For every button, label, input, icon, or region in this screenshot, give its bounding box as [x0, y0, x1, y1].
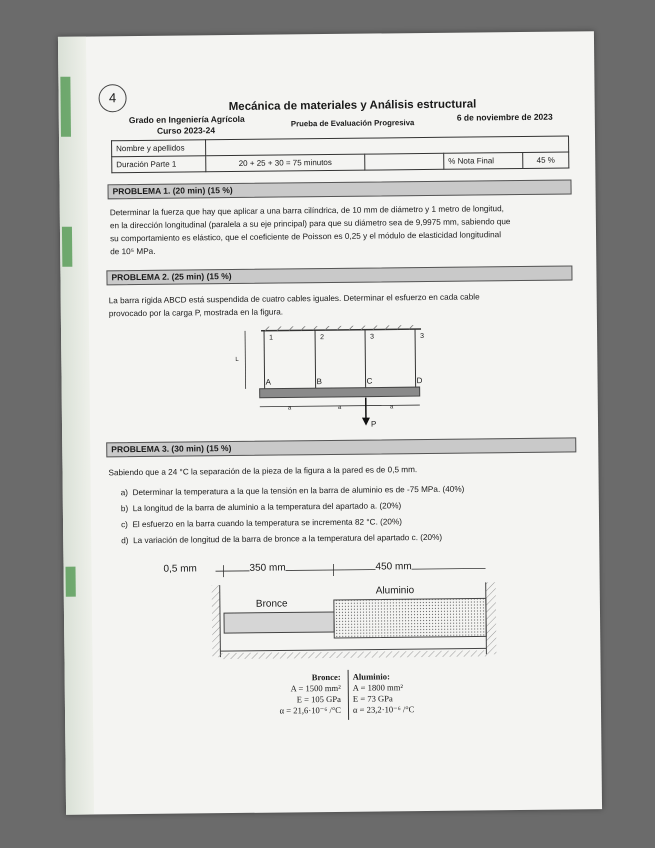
- bronze-aluminum-figure: [163, 552, 504, 666]
- item-letter: c): [121, 520, 128, 530]
- highlighter-mark: [60, 77, 71, 137]
- bronze-alpha: α = 21,6·10⁻⁶ /°C: [279, 704, 342, 716]
- highlighter-mark: [62, 227, 72, 267]
- spacing-label: a: [337, 404, 342, 411]
- aluminum-length-label: 450 mm: [375, 561, 412, 573]
- point-label: D: [416, 376, 423, 386]
- aluminum-modulus: E = 73 GPa: [352, 693, 393, 704]
- exam-sheet: [58, 31, 602, 815]
- bronze-length-label: 350 mm: [249, 562, 286, 574]
- aluminum-alpha: α = 23,2·10⁻⁶ /°C: [352, 704, 415, 715]
- cable-label: 3: [370, 333, 375, 341]
- load-label: P: [370, 419, 377, 429]
- point-label: B: [316, 377, 322, 387]
- bars-diagram: [163, 552, 504, 666]
- highlighter-mark: [65, 567, 75, 597]
- item-text: Determinar la temperatura a la que la tensión en la barra de aluminio es de -75 MPa. (40%): [132, 484, 465, 498]
- grade-value: 45 %: [523, 152, 569, 168]
- item-text: La longitud de la barra de aluminio a la temperatura del apartado a. (20%): [132, 501, 402, 514]
- date-label: 6 de noviembre de 2023: [456, 111, 553, 123]
- problem2-line: La barra rígida ABCD está suspendida de cuatro cables iguales. Determinar el esfuerzo en cada cable: [108, 292, 480, 306]
- cable-label: 2: [320, 334, 325, 342]
- rigid-bar-diagram: [231, 325, 432, 437]
- item-text: El esfuerzo en la barra cuando la temperatura se incrementa 82 °C. (20%): [132, 517, 402, 530]
- spacing-label: a: [389, 404, 394, 411]
- problem2-text: [109, 290, 480, 320]
- spacing-label: a: [287, 405, 292, 412]
- length-label: L: [235, 356, 239, 363]
- divider: [348, 670, 350, 720]
- aluminum-properties: [353, 671, 415, 716]
- point-label: A: [265, 377, 271, 387]
- bronze-modulus: E = 105 GPa: [296, 693, 341, 705]
- aluminum-label: Aluminio: [375, 585, 415, 597]
- handwritten-page-number: 4: [98, 84, 126, 112]
- problem2-heading: PROBLEMA 2. (25 min) (15 %): [106, 265, 572, 285]
- item-letter: d): [121, 536, 129, 546]
- course-label: Curso 2023-24: [156, 125, 216, 136]
- duration-label: Duración Parte 1: [112, 156, 206, 173]
- problem3-item-b: [121, 501, 401, 513]
- problem1-line: de 10⁵ MPa.: [110, 246, 156, 257]
- problem3-item-a: [121, 485, 465, 498]
- spacer-cell: [365, 153, 444, 170]
- bronze-area: A = 1500 mm²: [290, 682, 341, 694]
- bronze-properties: [241, 672, 341, 717]
- bronze-label: Bronce: [255, 598, 288, 610]
- problem3-item-d: [121, 533, 442, 545]
- item-letter: a): [120, 488, 129, 498]
- aluminum-area: A = 1800 mm²: [352, 682, 403, 693]
- item-letter: b): [120, 504, 129, 514]
- bronze-title: Bronce:: [311, 671, 341, 683]
- page-title: Mecánica de materiales y Análisis estructural: [228, 98, 477, 114]
- problem1-line: en la dirección longitudinal (paralela a su eje principal) para que su diámetro sea de 9,9975 mm, sabiendo que: [109, 217, 511, 231]
- item-text: La variación de longitud de la barra de bronce a la temperatura del apartado c. (20%): [133, 532, 443, 546]
- point-label: C: [366, 376, 373, 386]
- problem1-heading: PROBLEMA 1. (20 min) (15 %): [107, 179, 571, 199]
- degree-label: Grado en Ingeniería Agrícola: [128, 113, 245, 126]
- aluminum-title: Aluminio:: [352, 671, 390, 682]
- gap-label: 0,5 mm: [163, 563, 197, 575]
- grade-label: % Nota Final: [444, 152, 523, 169]
- test-label: Prueba de Evaluación Progresiva: [290, 118, 415, 129]
- duration-value: 20 + 25 + 30 = 75 minutos: [206, 154, 365, 172]
- problem2-line: provocado por la carga P, mostrada en la figura.: [108, 307, 284, 319]
- name-label: Nombre y apellidos: [112, 140, 206, 157]
- problem3-heading: PROBLEMA 3. (30 min) (15 %): [106, 437, 576, 457]
- problem3-intro: Sabiendo que a 24 °C la separación de la pieza de la figura a la pared es de 0,5 mm.: [108, 465, 418, 478]
- problem3-item-c: [121, 517, 402, 529]
- cable-label: 1: [269, 334, 274, 342]
- cable-label: 3: [420, 333, 425, 341]
- student-info-table: [111, 135, 569, 173]
- rigid-bar-figure: [231, 325, 432, 437]
- problem1-line: su comportamiento es elástico, que el coeficiente de Poisson es 0,25 y el módulo de elasticidad longitudinal: [110, 230, 502, 244]
- page-edge: [58, 37, 94, 815]
- problem1-text: [110, 202, 511, 258]
- problem1-line: Determinar la fuerza que hay que aplicar a una barra cilíndrica, de 10 mm de diámetro y 1 metro de longitud,: [109, 204, 504, 218]
